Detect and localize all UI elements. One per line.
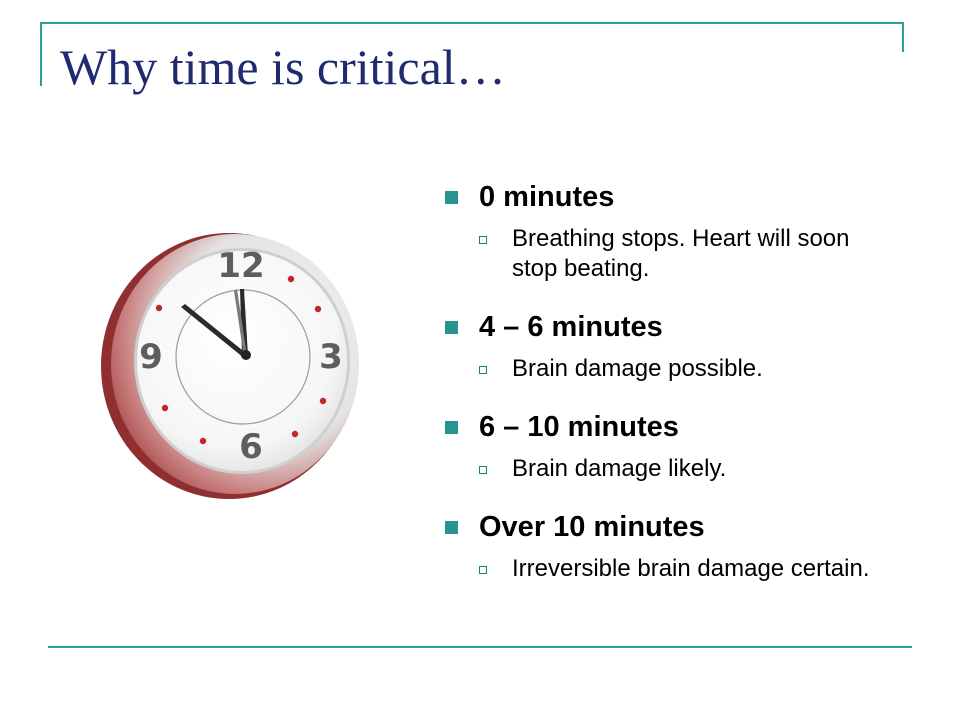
sub-bullet-item <box>479 354 884 384</box>
sub-bullet-label: Breathing stops. Heart will soon stop beating. <box>512 225 850 282</box>
bullet-list <box>444 170 884 584</box>
clock-number-6: 6 <box>239 427 263 467</box>
clock-number-12: 12 <box>217 246 265 286</box>
sub-bullet-list <box>479 354 884 384</box>
bullet-item <box>444 170 884 284</box>
bullet-square <box>445 191 458 204</box>
sub-bullet-square <box>479 566 487 574</box>
sub-bullet-item <box>479 554 884 584</box>
sub-bullet-item <box>479 224 884 284</box>
sub-bullet-label: Brain damage likely. <box>512 455 727 482</box>
bullet-square <box>445 321 458 334</box>
bullet-label: 6 – 10 minutes <box>479 411 679 443</box>
right-rule <box>902 22 904 52</box>
sub-bullet-list <box>479 454 884 484</box>
sub-bullet-list <box>479 224 884 284</box>
bullet-label: 0 minutes <box>479 181 615 213</box>
sub-bullet-square <box>479 366 487 374</box>
slide-title: Why time is critical… <box>60 39 506 95</box>
sub-bullet-label: Brain damage possible. <box>512 355 763 382</box>
bullet-item <box>444 400 884 484</box>
sub-bullet-square <box>479 466 487 474</box>
clock-number-9: 9 <box>139 337 163 377</box>
sub-bullet-label: Irreversible brain damage certain. <box>512 555 870 582</box>
bottom-rule <box>48 646 912 648</box>
bullet-square <box>445 421 458 434</box>
left-rule <box>40 22 42 86</box>
bullet-item <box>444 500 884 584</box>
sub-bullet-list <box>479 554 884 584</box>
clock-icon <box>95 225 375 505</box>
sub-bullet-square <box>479 236 487 244</box>
bullet-item <box>444 300 884 384</box>
top-rule <box>40 22 904 24</box>
bullet-label: 4 – 6 minutes <box>479 311 663 343</box>
bullet-label: Over 10 minutes <box>479 511 705 543</box>
sub-bullet-item <box>479 454 884 484</box>
bullet-square <box>445 521 458 534</box>
clock-number-3: 3 <box>319 337 343 377</box>
